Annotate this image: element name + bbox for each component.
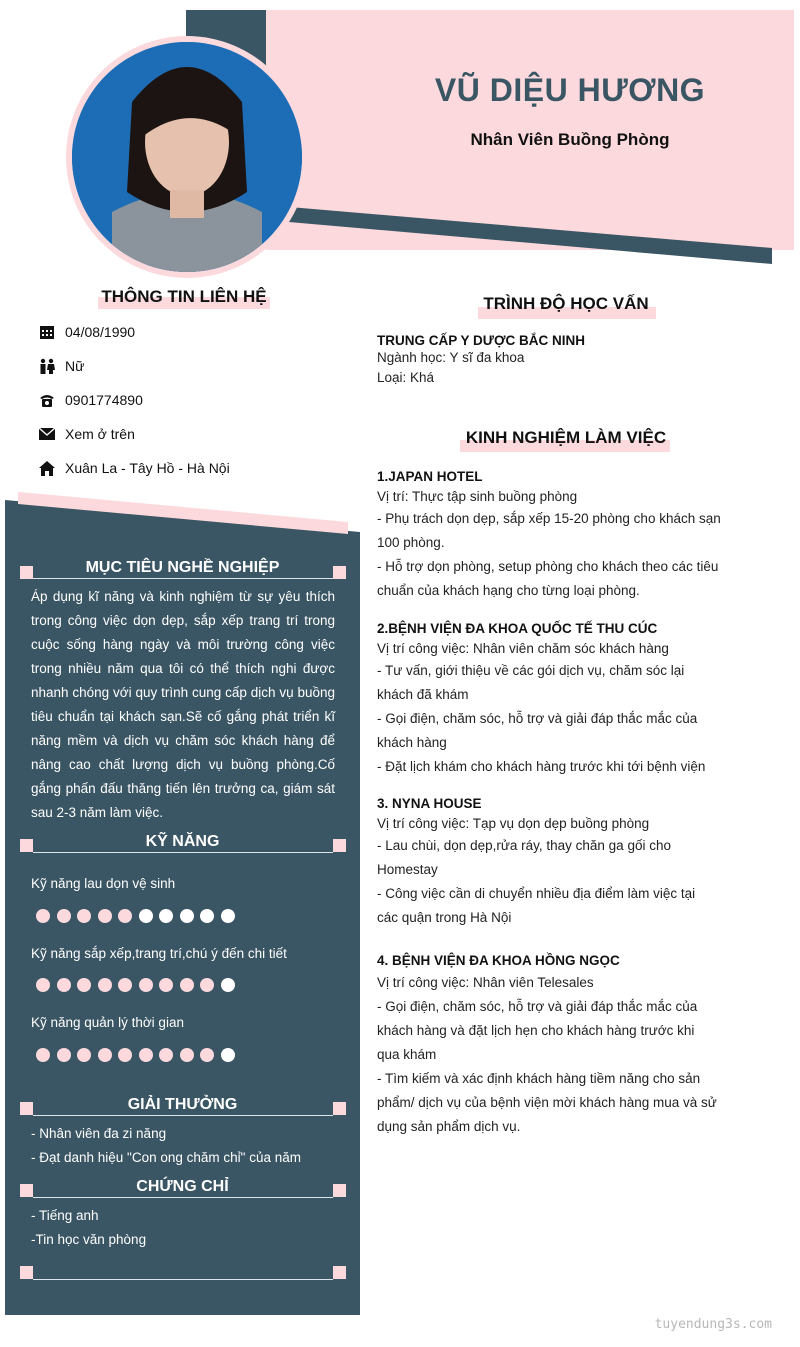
job-detail: - Đặt lịch khám cho khách hàng trước khi tới bệnh viện: [377, 759, 706, 774]
skill-dot: [139, 909, 153, 923]
award-item: - Nhân viên đa zi năng: [31, 1126, 167, 1141]
job-detail: - Lau chùi, dọn dẹp,rửa ráy, thay chăn ga gối cho: [377, 838, 671, 853]
skill-dot: [77, 909, 91, 923]
certificate-item: -Tin học văn phòng: [31, 1232, 147, 1247]
award-item: - Đạt danh hiệu "Con ong chăm chỉ" của năm: [31, 1150, 301, 1165]
objective-title: MỤC TIÊU NGHỀ NGHIỆP: [85, 559, 280, 576]
watermark: tuyendung3s.com: [654, 1317, 772, 1332]
certificate-item: - Tiếng anh: [31, 1208, 99, 1223]
skill-label: Kỹ năng lau dọn vệ sinh: [31, 876, 176, 891]
job-entry: [377, 467, 742, 603]
skill-dot: [98, 909, 112, 923]
skill-rating: [36, 1048, 241, 1062]
job-detail: khách đã khám: [377, 687, 469, 702]
contact-title: THÔNG TIN LIÊN HỆ: [101, 287, 267, 306]
skill-dot: [159, 909, 173, 923]
skill-dot: [57, 978, 71, 992]
job-company: 3. NYNA HOUSE: [377, 796, 482, 811]
skill-label: Kỹ năng quản lý thời gian: [31, 1015, 184, 1030]
education-grade: Loại: Khá: [377, 370, 435, 385]
skill-dot: [57, 1048, 71, 1062]
section-underline: [33, 852, 333, 853]
job-detail: Homestay: [377, 862, 438, 877]
job-role: Vị trí công việc: Tạp vụ dọn dẹp buồng phòng: [377, 816, 650, 831]
certificates-title: CHỨNG CHỈ: [136, 1178, 229, 1195]
skill-dot: [118, 909, 132, 923]
skill-dot: [118, 978, 132, 992]
skill-dot: [36, 909, 50, 923]
awards-title: GIẢI THƯỞNG: [127, 1096, 238, 1113]
skill-dot: [221, 909, 235, 923]
skill-dot: [159, 1048, 173, 1062]
job-detail: - Phụ trách dọn dẹp, sắp xếp 15-20 phòng cho khách sạn: [377, 511, 721, 526]
skill-dot: [200, 1048, 214, 1062]
job-detail: phẩm/ dịch vụ của bệnh viện mời khách hàng mua và sử: [377, 1095, 717, 1110]
candidate-name: VŨ DIỆU HƯƠNG: [434, 72, 706, 108]
skill-dot: [98, 1048, 112, 1062]
job-detail: các quận trong Hà Nội: [377, 910, 512, 925]
skill-dot: [77, 1048, 91, 1062]
job-company: 4. BỆNH VIỆN ĐA KHOA HỒNG NGỌC: [377, 953, 620, 968]
job-entry: [377, 951, 742, 1139]
contact-value: Nữ: [65, 358, 85, 374]
contact-value: Xuân La - Tây Hồ - Hà Nội: [65, 460, 230, 476]
objective-text: Áp dụng kĩ năng và kinh nghiệm từ sự yêu thích trong công việc dọn dẹp, sắp xếp trang trí trong cuộc sống hàng ngày và môi trường công việc trong nhiều năm qua tôi có thể thích nghi được nhanh chóng với quy trình cung cấp dịch vụ buồng tiêu chuẩn tại khách sạn.Sẽ cố gắng phát triển kĩ năng mềm và dịch vụ chăm sóc khách hàng để nâng cao chất lượng dịch vụ buồng phòng.Cố gắng phấn đấu thăng tiến lên trưởng ca, giám sát sau 2-3 năm làm việc.: [31, 589, 335, 820]
job-entry: [377, 794, 742, 930]
job-detail: - Hỗ trợ dọn phòng, setup phòng cho khách theo các tiêu: [377, 559, 719, 574]
section-corner-marker: [20, 1266, 33, 1279]
skill-dot: [200, 909, 214, 923]
skill-rating: [36, 909, 241, 923]
job-detail: khách hàng và đặt lịch hẹn cho khách hàng trước khi: [377, 1023, 695, 1038]
skill-dot: [221, 1048, 235, 1062]
job-detail: chuẩn của khách hạng cho từng loại phòng.: [377, 583, 640, 598]
skill-dot: [139, 1048, 153, 1062]
job-company: 2.BỆNH VIỆN ĐA KHOA QUỐC TẾ THU CÚC: [377, 621, 658, 636]
skill-dot: [200, 978, 214, 992]
skill-dot: [36, 978, 50, 992]
skill-dot: [77, 978, 91, 992]
skills-title: KỸ NĂNG: [145, 833, 220, 850]
skill-dot: [221, 978, 235, 992]
skill-dot: [180, 978, 194, 992]
contact-value: 0901774890: [65, 392, 143, 408]
skill-dot: [118, 1048, 132, 1062]
section-underline: [33, 1115, 333, 1116]
section-corner-marker: [333, 1266, 346, 1279]
skill-dot: [180, 909, 194, 923]
education-school: TRUNG CẤP Y DƯỢC BẮC NINH: [377, 333, 585, 348]
job-entry: [377, 619, 742, 779]
job-detail: - Công việc cần di chuyển nhiều địa điểm làm việc tại: [377, 886, 696, 901]
contact-value: Xem ở trên: [65, 426, 135, 442]
skill-dot: [180, 1048, 194, 1062]
section-underline: [33, 1197, 333, 1198]
contact-value: 04/08/1990: [65, 324, 136, 340]
job-detail: - Tư vấn, giới thiệu về các gói dịch vụ, chăm sóc lại: [377, 663, 685, 678]
job-detail: qua khám: [377, 1047, 437, 1062]
job-detail: - Gọi điện, chăm sóc, hỗ trợ và giải đáp thắc mắc của: [377, 999, 698, 1014]
skill-dot: [159, 978, 173, 992]
job-company: 1.JAPAN HOTEL: [377, 469, 483, 484]
job-detail: - Gọi điện, chăm sóc, hỗ trợ và giải đáp thắc mắc của: [377, 711, 698, 726]
education-major: Ngành học: Y sĩ đa khoa: [377, 350, 525, 365]
candidate-position: Nhân Viên Buồng Phòng: [470, 130, 670, 149]
skill-dot: [139, 978, 153, 992]
skill-dot: [36, 1048, 50, 1062]
job-role: Vị trí công việc: Nhân viên Telesales: [377, 975, 594, 990]
experience-title: KINH NGHIỆM LÀM VIỆC: [465, 428, 667, 447]
job-role: Vị trí: Thực tập sinh buồng phòng: [377, 489, 578, 504]
job-detail: 100 phòng.: [377, 535, 445, 550]
skill-dot: [57, 909, 71, 923]
education-title: TRÌNH ĐỘ HỌC VẤN: [483, 294, 649, 313]
skill-rating: [36, 978, 241, 992]
section-underline: [33, 1279, 333, 1280]
section-underline: [33, 578, 333, 579]
job-detail: - Tìm kiếm và xác định khách hàng tiềm năng cho sản: [377, 1071, 701, 1086]
job-detail: khách hàng: [377, 735, 447, 750]
job-detail: dụng sản phẩm dịch vụ.: [377, 1119, 521, 1134]
skill-dot: [98, 978, 112, 992]
job-role: Vị trí công việc: Nhân viên chăm sóc khách hàng: [377, 641, 669, 656]
skill-label: Kỹ năng sắp xếp,trang trí,chú ý đến chi tiết: [31, 946, 287, 961]
